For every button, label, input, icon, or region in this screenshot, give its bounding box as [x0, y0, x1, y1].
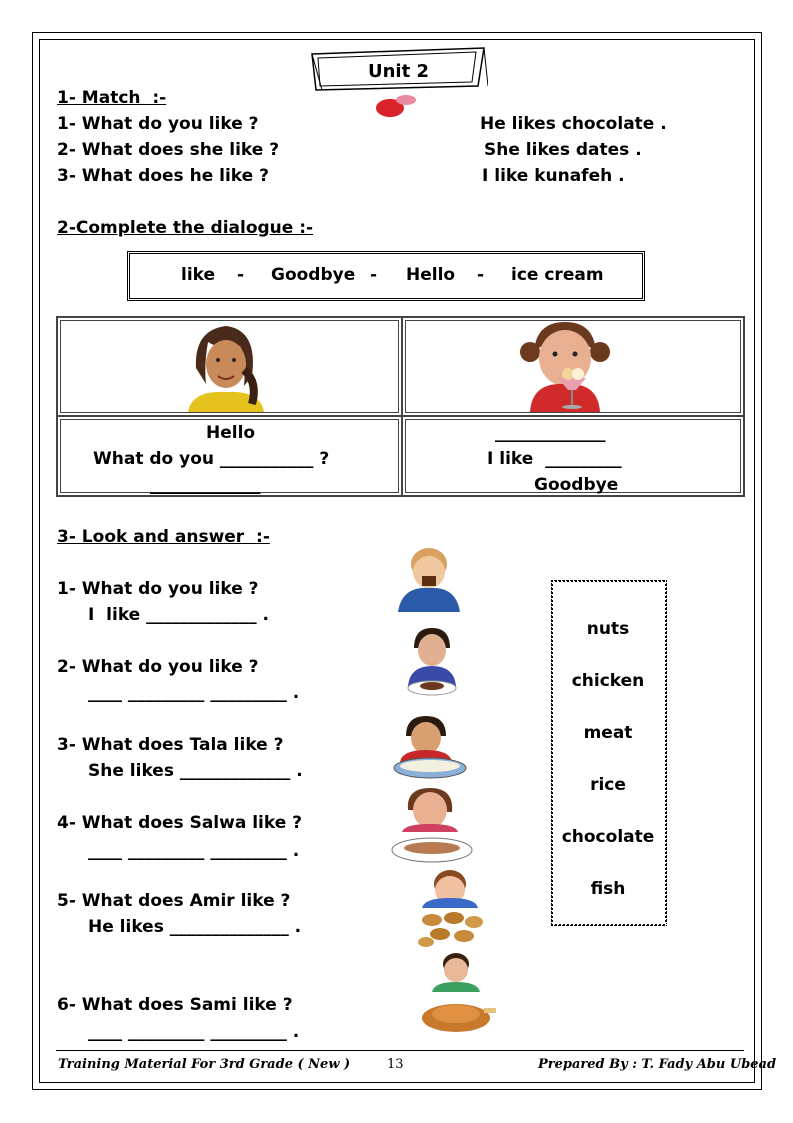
- unit-title: Unit 2: [368, 61, 429, 82]
- match-answer-3: I like kunafeh .: [482, 166, 625, 186]
- dialogue-table: [56, 316, 745, 497]
- option-word-5: chocolate: [561, 827, 655, 847]
- match-question-1: 1- What do you like ?: [57, 114, 259, 134]
- option-word-4: rice: [590, 775, 626, 795]
- word-bank-separator: -: [370, 265, 378, 285]
- match-answer-2: She likes dates .: [484, 140, 642, 160]
- question-6: 6- What does Sami like ?: [57, 995, 293, 1015]
- boy-eating-chicken-image: [414, 952, 498, 1036]
- question-5: 5- What does Amir like ?: [57, 891, 291, 911]
- dialogue-left-line-2: What do you ___________ ?: [93, 449, 330, 469]
- ribbon-icon: [372, 92, 420, 120]
- question-1: 1- What do you like ?: [57, 579, 259, 599]
- word-bank-word: Goodbye: [271, 265, 356, 285]
- word-bank-word: like: [181, 265, 216, 285]
- question-3: 3- What does Tala like ?: [57, 735, 284, 755]
- section3-heading: 3- Look and answer :-: [57, 527, 270, 547]
- boy-eating-nuts-image: [410, 868, 490, 950]
- answer-line-1: I like _____________ .: [88, 605, 269, 625]
- footer-course: Training Material For 3rd Grade ( New ): [58, 1057, 351, 1072]
- boy-eating-chocolate-image: [392, 546, 466, 612]
- word-bank-word: ice cream: [511, 265, 604, 285]
- girl-eating-meat-image: [398, 626, 466, 698]
- girl-eating-rice-image: [382, 714, 472, 780]
- option-word-6: fish: [590, 879, 626, 899]
- option-word-1: nuts: [586, 619, 630, 639]
- section2-heading: 2-Complete the dialogue :-: [57, 218, 314, 238]
- girl-ice-cream-image: [510, 318, 620, 412]
- girl-portrait-image: [180, 320, 272, 412]
- answer-line-5: He likes ______________ .: [88, 917, 302, 937]
- match-answer-1: He likes chocolate .: [480, 114, 667, 134]
- answer-line-3: She likes _____________ .: [88, 761, 303, 781]
- answer-line-4: ____ _________ _________ .: [88, 841, 300, 861]
- answer-line-6: ____ _________ _________ .: [88, 1022, 300, 1042]
- option-word-3: meat: [583, 723, 633, 743]
- word-bank-word: Hello: [406, 265, 456, 285]
- dialogue-left-line-1: Hello: [206, 423, 256, 443]
- page-number: 13: [387, 1057, 404, 1072]
- dialogue-right-line-2: I like _________: [487, 449, 622, 469]
- option-word-2: chicken: [571, 671, 645, 691]
- section1-heading: 1- Match :-: [57, 88, 167, 108]
- dialogue-right-line-1: _____________: [495, 423, 606, 443]
- footer-divider: [56, 1050, 744, 1051]
- dialogue-left-line-3: _____________: [150, 475, 261, 495]
- question-2: 2- What do you like ?: [57, 657, 259, 677]
- match-question-2: 2- What does she like ?: [57, 140, 280, 160]
- word-bank-separator: -: [477, 265, 485, 285]
- girl-eating-fish-image: [388, 786, 476, 866]
- question-4: 4- What does Salwa like ?: [57, 813, 303, 833]
- answer-line-2: ____ _________ _________ .: [88, 683, 300, 703]
- footer-author: Prepared By : T. Fady Abu Ubead: [538, 1057, 777, 1072]
- word-bank-separator: -: [237, 265, 245, 285]
- match-question-3: 3- What does he like ?: [57, 166, 269, 186]
- dialogue-right-line-3: Goodbye: [534, 475, 619, 495]
